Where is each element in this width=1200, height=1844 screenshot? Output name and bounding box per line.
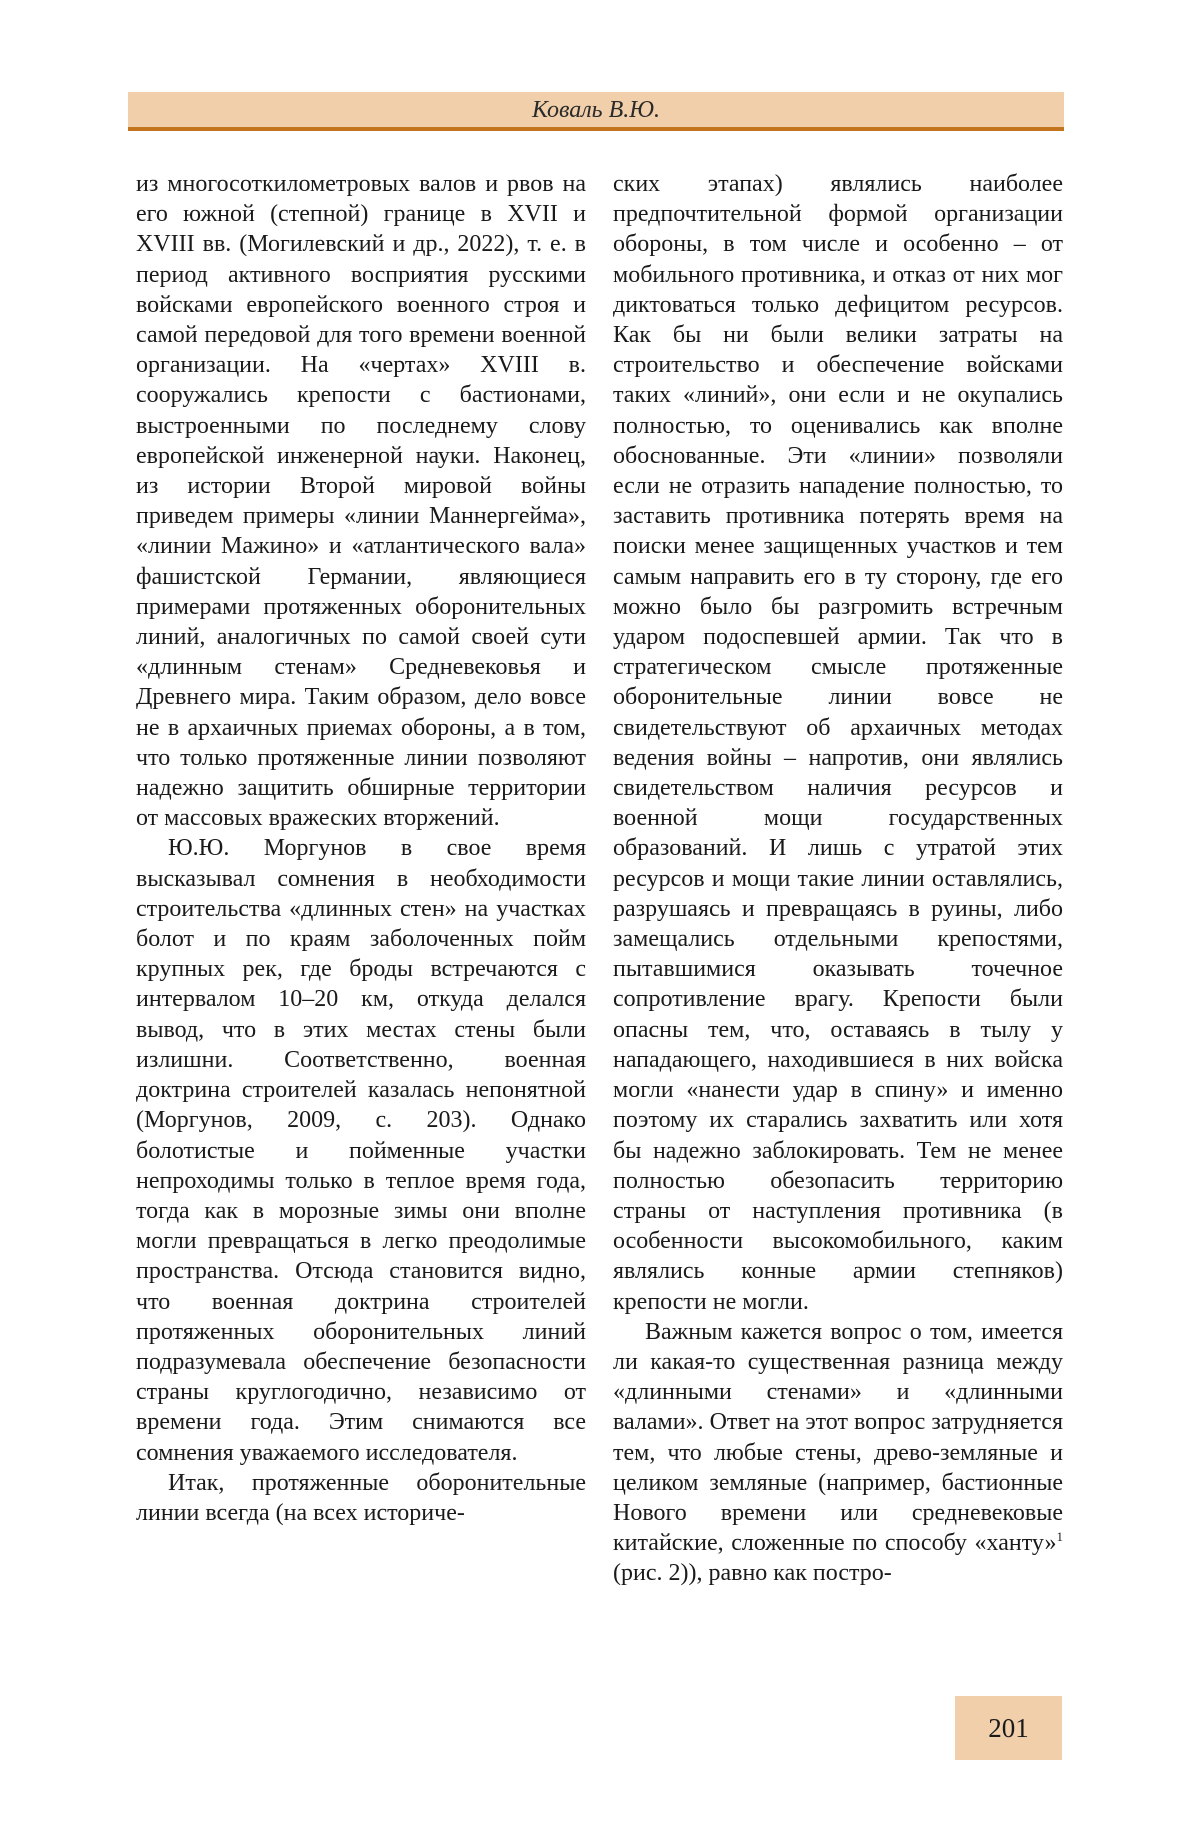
footnote-marker: 1: [1056, 1529, 1063, 1545]
right-column: [613, 169, 1063, 1589]
running-header: [128, 92, 1064, 131]
left-paragraph-2: Ю.Ю. Моргунов в свое время высказывал сомнения в необходимости строительства «длинных стен» на участках болот и по краям заболоченных пойм крупных рек, где броды встречаются с интервалом 10–20 км, откуда делался вывод, что в этих местах стены были излишни. Соответственно, военная доктрина строителей казалась непонятной (Моргунов, 2009, с. 203). Однако болотистые и пойменные участки непроходимы только в теплое время года, тогда как в морозные зимы они вполне могли превращаться в легко преодолимые пространства. Отсюда становится видно, что военная доктрина строителей протяженных оборонительных линий подразумевала обеспечение безопасности страны круглогодично, независимо от времени года. Этим снимаются все сомнения уважаемого исследователя.: [136, 835, 586, 1466]
right-paragraph-2: [613, 1317, 1063, 1589]
page-number-box: [955, 1696, 1062, 1760]
right-paragraph-1: ских этапах) являлись наиболее предпочтительной формой организации обороны, в том числе и особенно – от мобильного противника, и отказ от них мог диктоваться только дефицитом ресурсов. Как бы ни были велики затраты на строительство и обеспечение войсками таких «линий», они если и не окупались полностью, то оценивались как вполне обоснованные. Эти «линии» позволяли если не отразить нападение полностью, то заставить противника потерять время на поиски менее защищенных участков и тем самым направить его в ту сторону, где его можно было бы разгромить встречным ударом подоспевшей армии. Так что в стратегическом смысле протяженные оборонительные линии вовсе не свидетельствуют об архаичных методах ведения войны – напротив, они являлись свидетельством наличия ресурсов и военной мощи государственных образований. И лишь с утратой этих ресурсов и мощи такие линии оставлялись, разрушаясь и превращаясь в руины, либо замещались отдельными крепостями, пытавшимися оказывать точечное сопротивление врагу. Крепости были опасны тем, что, оставаясь в тылу у нападающего, находившиеся в них войска могли «нанести удар в спину» и именно поэтому их старались захватить или хотя бы надежно заблокировать. Тем не менее полностью обезопасить территорию страны от наступления противника (в особенности высокомобильного, каким являлись конные армии степняков) крепости не могли.: [613, 171, 1063, 1315]
header-author: Коваль В.Ю.: [531, 97, 661, 123]
right-paragraph-2-text: Важным кажется вопрос о том, имеется ли какая-то существенная разница между «длинными стенами» и «длинными валами». Ответ на этот вопрос затрудняется тем, что любые стены, древо-земляные и целиком земляные (например, бастионные Нового времени или средневековые китайские, сложенные по способу «ханту»: [613, 1318, 1063, 1557]
page-number: 201: [988, 1713, 1029, 1743]
right-paragraph-2-continuation: (рис. 2)), равно как постро-: [613, 1560, 892, 1587]
left-paragraph-1: из многосоткилометровых валов и рвов на его южной (степной) границе в XVII и XVIII вв. (Могилевский и др., 2022), т. е. в период активного восприятия русскими войсками европейского военного строя и самой передовой для того времени военной организации. На «чертах» XVIII в. сооружались крепости с бастионами, выстроенными по последнему слову европейской инженерной науки. Наконец, из истории Второй мировой войны приведем примеры «линии Маннергейма», «линии Мажино» и «атлантического вала» фашистской Германии, являющиеся примерами протяженных оборонительных линий, аналогичных по самой своей сути «длинным стенам» Средневековья и Древнего мира. Таким образом, дело вовсе не в архаичных приемах обороны, а в том, что только протяженные линии позволяют надежно защитить обширные территории от массовых вражеских вторжений.: [136, 171, 586, 832]
left-paragraph-3: Итак, протяженные оборонительные линии всегда (на всех историче-: [136, 1469, 586, 1526]
left-column: [136, 169, 586, 1528]
